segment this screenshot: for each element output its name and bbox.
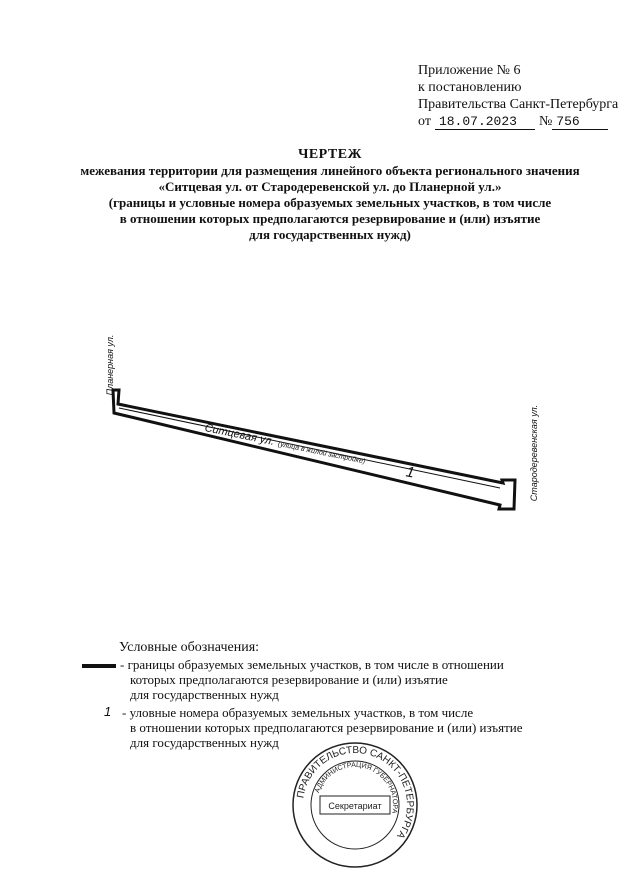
appendix-resolution: к постановлению — [418, 80, 522, 95]
legend-item1-line1: - границы образуемых земельных участков, в том числе в отношении — [120, 657, 504, 672]
parcel-number-label: 1 — [404, 463, 416, 482]
official-stamp — [290, 740, 420, 870]
stamp-inner-text: АДМИНИСТРАЦИЯ ГУБЕРНАТОРА — [314, 761, 399, 814]
legend-boundary-symbol — [82, 664, 116, 668]
appendix-date: 18.07.2023 — [435, 115, 535, 130]
stamp-ring-text: ПРАВИТЕЛЬСТВО САНКТ-ПЕТЕРБУРГА — [295, 744, 416, 841]
heading-line-6: для государственных нужд) — [249, 227, 411, 242]
legend-item1-line3: для государственных нужд — [130, 687, 279, 702]
heading-line-4: (границы и условные номера образуемых земельных участков, в том числе — [108, 195, 552, 210]
legend-item2-line2: в отношении которых предполагаются резервирование и (или) изъятие — [130, 720, 523, 735]
heading-title: ЧЕРТЕЖ — [298, 147, 362, 162]
appendix-government: Правительства Санкт-Петербурга — [418, 97, 619, 112]
legend-title: Условные обозначения: — [119, 640, 260, 655]
street-main-name: Ситцевая ул. — [203, 422, 276, 448]
legend-item2-line1: - уловные номера образуемых земельных участков, в том числе — [122, 705, 474, 720]
legend-item1-line2: которых предполагаются резервирование и (или) изъятие — [130, 672, 448, 687]
street-main-note: (улица в жилой застройке) — [277, 440, 366, 466]
stamp-center-text: Секретариат — [328, 801, 382, 811]
street-label-planernaya: Планерная ул. — [105, 334, 115, 396]
heading-line-2: межевания территории для размещения линейного объекта регионального значения — [80, 163, 580, 178]
heading-line-3: «Ситцевая ул. от Стародеревенской ул. до Планерной ул.» — [158, 179, 502, 194]
legend-item-boundary — [120, 657, 504, 702]
appendix-from: от — [418, 114, 431, 129]
legend-number-symbol: 1 — [104, 704, 112, 719]
heading-line-5: в отношении которых предполагаются резервирование и (или) изъятие — [119, 211, 541, 226]
appendix-no: № — [538, 114, 553, 129]
appendix-number: Приложение № 6 — [418, 63, 521, 78]
appendix-doc-number: 756 — [552, 115, 608, 130]
street-label-starode: Стародеревенская ул. — [529, 404, 539, 502]
legend-item2-line3: для государственных нужд — [130, 735, 279, 750]
